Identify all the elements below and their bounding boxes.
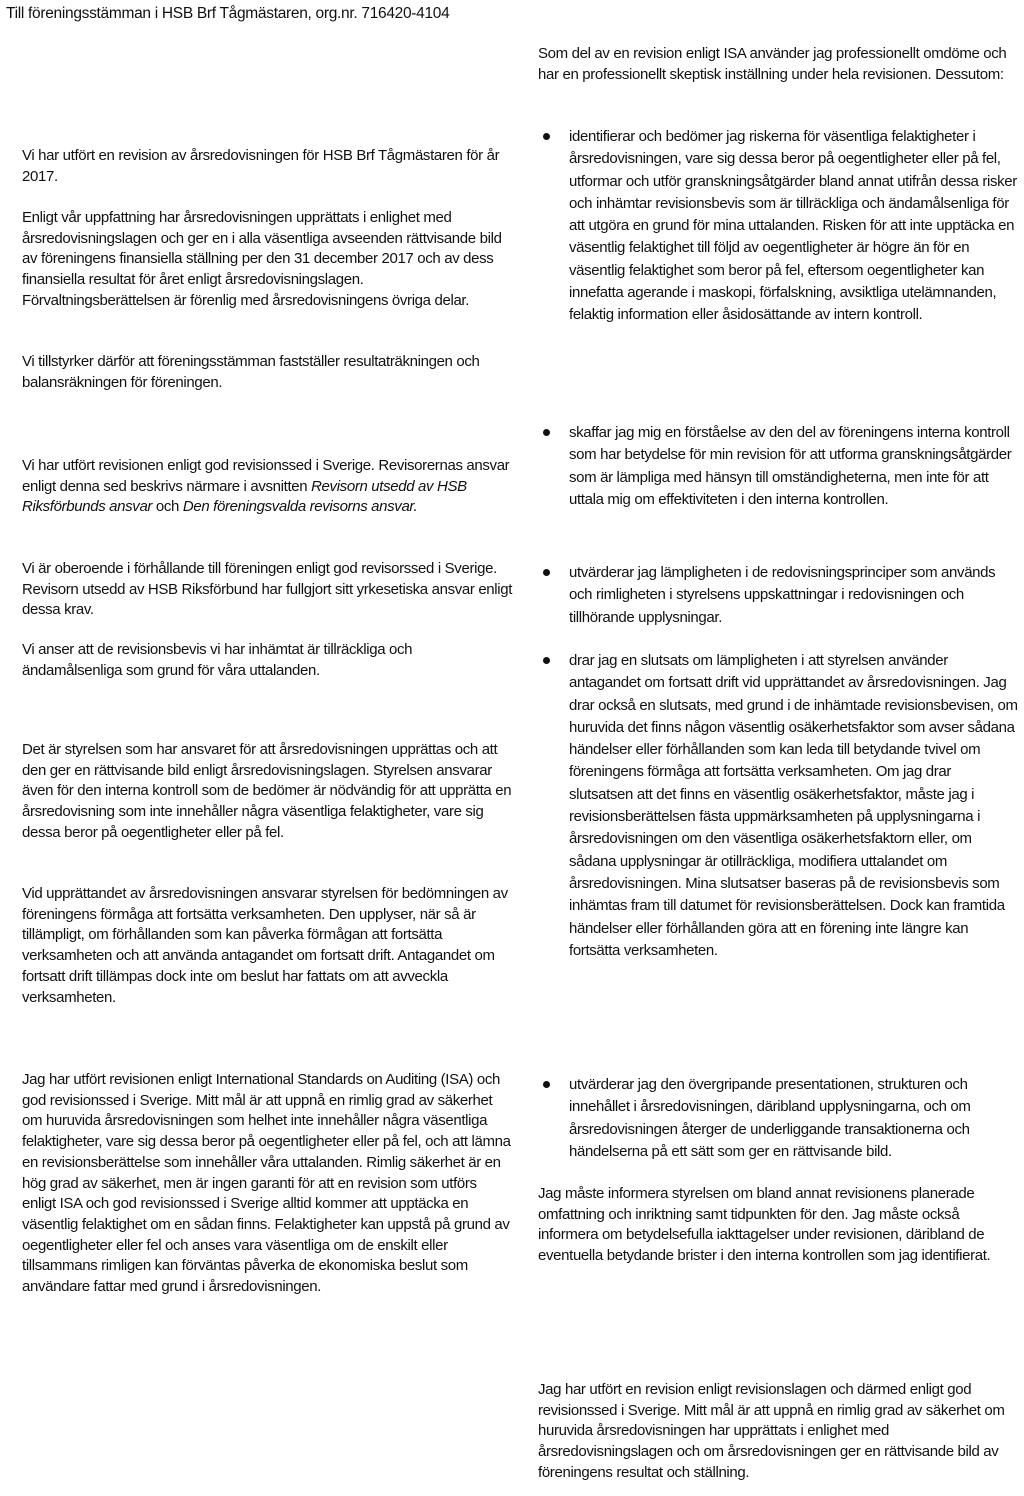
basis-text-start: Vi har utfört revisionen enligt god revisionssed i Sverige. Revisorernas ansvar enligt denna sed beskrivs närmare i avsnitten (22, 457, 510, 495)
paragraph-inform-board: Jag måste informera styrelsen om bland annat revisionens planerade omfattning och inriktning samt tidpunkten för den. Jag måste också informera om betydelsefulla iakttagelser under revisionen, däribland de eventuella betydande brister i den interna kontrollen som jag identifierat. (538, 1185, 991, 1265)
paragraph-revision-act: Jag har utfört en revision enligt revisionslagen och därmed enligt god revisionssed i Sverige. Mitt mål är att uppnå en rimlig grad av säkerhet om huruvida årsredovisningen har upprättats i enlighet med årsredovisningslagen och om årsredovisningen ger en rättvisande bild av föreningens resultat och ställning. (538, 1381, 1005, 1481)
bullet-dot-icon (543, 133, 550, 140)
list-item (538, 126, 1018, 327)
bullet-dot-icon (543, 429, 550, 436)
bullet-dot-icon (543, 569, 550, 576)
list-item-text: skaffar jag mig en förståelse av den del av föreningens interna kontroll som har betydelse för min revision för att utforma granskningsåtgärder som är lämpliga med hänsyn till omständigheterna, men inte för att uttala mig om effektiviteten i den interna kontrollen. (569, 424, 1012, 508)
basis-text-mid: och (152, 498, 183, 516)
paragraph-independence: Vi är oberoende i förhållande till föreningen enligt god revisorssed i Sverige. Revisorn utsedd av HSB Riksförbund har fullgjort sitt yrkesetiska ansvar enligt dessa krav. (22, 560, 513, 619)
paragraph-board-responsibility: Det är styrelsen som har ansvaret för att årsredovisningen upprättas och att den ger en rättvisande bild enligt årsredovisningslagen. Styrelsen ansvarar även för den interna kontroll som de bedömer är nödvändig för att upprätta en årsredovisning som inte innehåller några väsentliga felaktigheter, vare sig dessa beror på oegentligheter eller på fel. (22, 741, 512, 841)
paragraph-basis (22, 456, 514, 518)
list-item-text: utvärderar jag lämpligheten i de redovisningsprinciper som används och rimligheten i styrelsens uppskattningar i redovisningen och tillhörande upplysningar. (569, 564, 996, 626)
list-item-text: utvärderar jag den övergripande presentationen, strukturen och innehållet i årsredovisningen, däribland upplysningarna, och om årsredovisningen återger de underliggande transaktionerna och händelserna på ett sätt som ger en rättvisande bild. (569, 1076, 971, 1160)
bullet-dot-icon (543, 1081, 550, 1088)
paragraph-recommendation: Vi tillstyrker därför att föreningsstämman fastställer resultaträkningen och balansräkningen för föreningen. (22, 353, 480, 391)
basis-emph-foreningsvald: Den föreningsvalda revisorns ansvar. (182, 498, 418, 516)
paragraph-professional-judgement: Som del av en revision enligt ISA använder jag professionellt omdöme och har en professionellt skeptisk inställning under hela revisionen. Dessutom: (538, 45, 1007, 83)
list-item (538, 562, 1018, 629)
list-item-text: drar jag en slutsats om lämpligheten i att styrelsen använder antagandet om fortsatt drift vid upprättandet av årsredovisningen. Jag drar också en slutsats, med grund i de inhämtade revisionsbevisen, om huruvida det finns någon väsentlig osäkerhetsfaktor som avser sådana händelser eller förhållanden som kan leda till betydande tvivel om föreningens förmåga att fortsätta verksamheten. Om jag drar slutsatsen att det finns en väsentlig osäkerhetsfaktor, måste jag i revisionsberättelsen fästa uppmärksamheten på upplysningarna i årsredovisningen om den väsentliga osäkerhetsfaktorn eller, om sådana upplysningar är otillräckliga, modifiera uttalandet om årsredovisningen. Mina slutsatser baseras på de revisionsbevis som inhämtas fram till datumet för revisionsberättelsen. Dock kan framtida händelser eller förhållanden göra att en förening inte längre kan fortsätta verksamheten. (569, 652, 1018, 959)
list-item (538, 1074, 1018, 1163)
list-item-text: identifierar och bedömer jag riskerna för väsentliga felaktigheter i årsredovisningen, vare sig dessa beror på oegentligheter eller på fel, utformar och utför granskningsåtgärder bland annat utifrån dessa risker och inhämtar revisionsbevis som är tillräckliga och ändamålsenliga för att utgöra en grund för mina uttalanden. Risken för att inte upptäcka en väsentlig felaktighet till följd av oegentligheter är högre än för en väsentlig felaktighet som beror på fel, eftersom oegentligheter kan innefatta agerande i maskopi, förfalskning, avsiktliga utelämnanden, felaktig information eller åsidosättande av intern kontroll. (569, 128, 1017, 324)
paragraph-audit-scope: Vi har utfört en revision av årsredovisningen för HSB Brf Tågmästaren för år 2017. (22, 147, 500, 185)
paragraph-opinion: Enligt vår uppfattning har årsredovisningen upprättats i enlighet med årsredovisningslagen och ger en i alla väsentliga avseenden rättvisande bild av föreningens finansiella ställning per den 31 december 2017 och av dess finansiella resultat för året enligt årsredovisningslagen. Förvaltningsberättelsen är förenlig med årsredovisningens övriga delar. (22, 209, 502, 309)
basis-emph-riksforbund: Revisorn utsedd av HSB Riksförbunds ansvar (22, 477, 467, 516)
bullet-dot-icon (543, 657, 550, 664)
list-item (538, 422, 1018, 511)
paragraph-evidence: Vi anser att de revisionsbevis vi har inhämtat är tillräckliga och ändamålsenliga som grund för våra uttalanden. (22, 641, 413, 679)
list-item (538, 650, 1018, 962)
paragraph-going-concern: Vid upprättandet av årsredovisningen ansvarar styrelsen för bedömningen av föreningens förmåga att fortsätta verksamheten. Den upplyser, när så är tillämpligt, om förhållanden som kan påverka förmågan att fortsätta verksamheten och att använda antagandet om fortsatt drift. Antagandet om fortsatt drift tillämpas dock inte om beslut har fattats om att avveckla verksamheten. (22, 885, 508, 1006)
paragraph-isa-objective: Jag har utfört revisionen enligt International Standards on Auditing (ISA) och god revisionssed i Sverige. Mitt mål är att uppnå en rimlig grad av säkerhet om huruvida årsredovisningen som helhet inte innehåller några väsentliga felaktigheter, vare sig dessa beror på oegentligheter eller på fel, och att lämna en revisionsberättelse som innehåller våra uttalanden. Rimlig säkerhet är en hög grad av säkerhet, men är ingen garanti för att en revision som utförs enligt ISA och god revisionssed i Sverige alltid kommer att upptäcka en väsentlig felaktighet om en sådan finns. Felaktigheter kan uppstå på grund av oegentligheter eller fel och anses vara väsentliga om de enskilt eller tillsammans rimligen kan förväntas påverka de ekonomiska beslut som användare fattar med grund i årsredovisningen. (22, 1071, 511, 1296)
page-header: Till föreningsstämman i HSB Brf Tågmästaren, org.nr. 716420-4104 (6, 5, 450, 22)
